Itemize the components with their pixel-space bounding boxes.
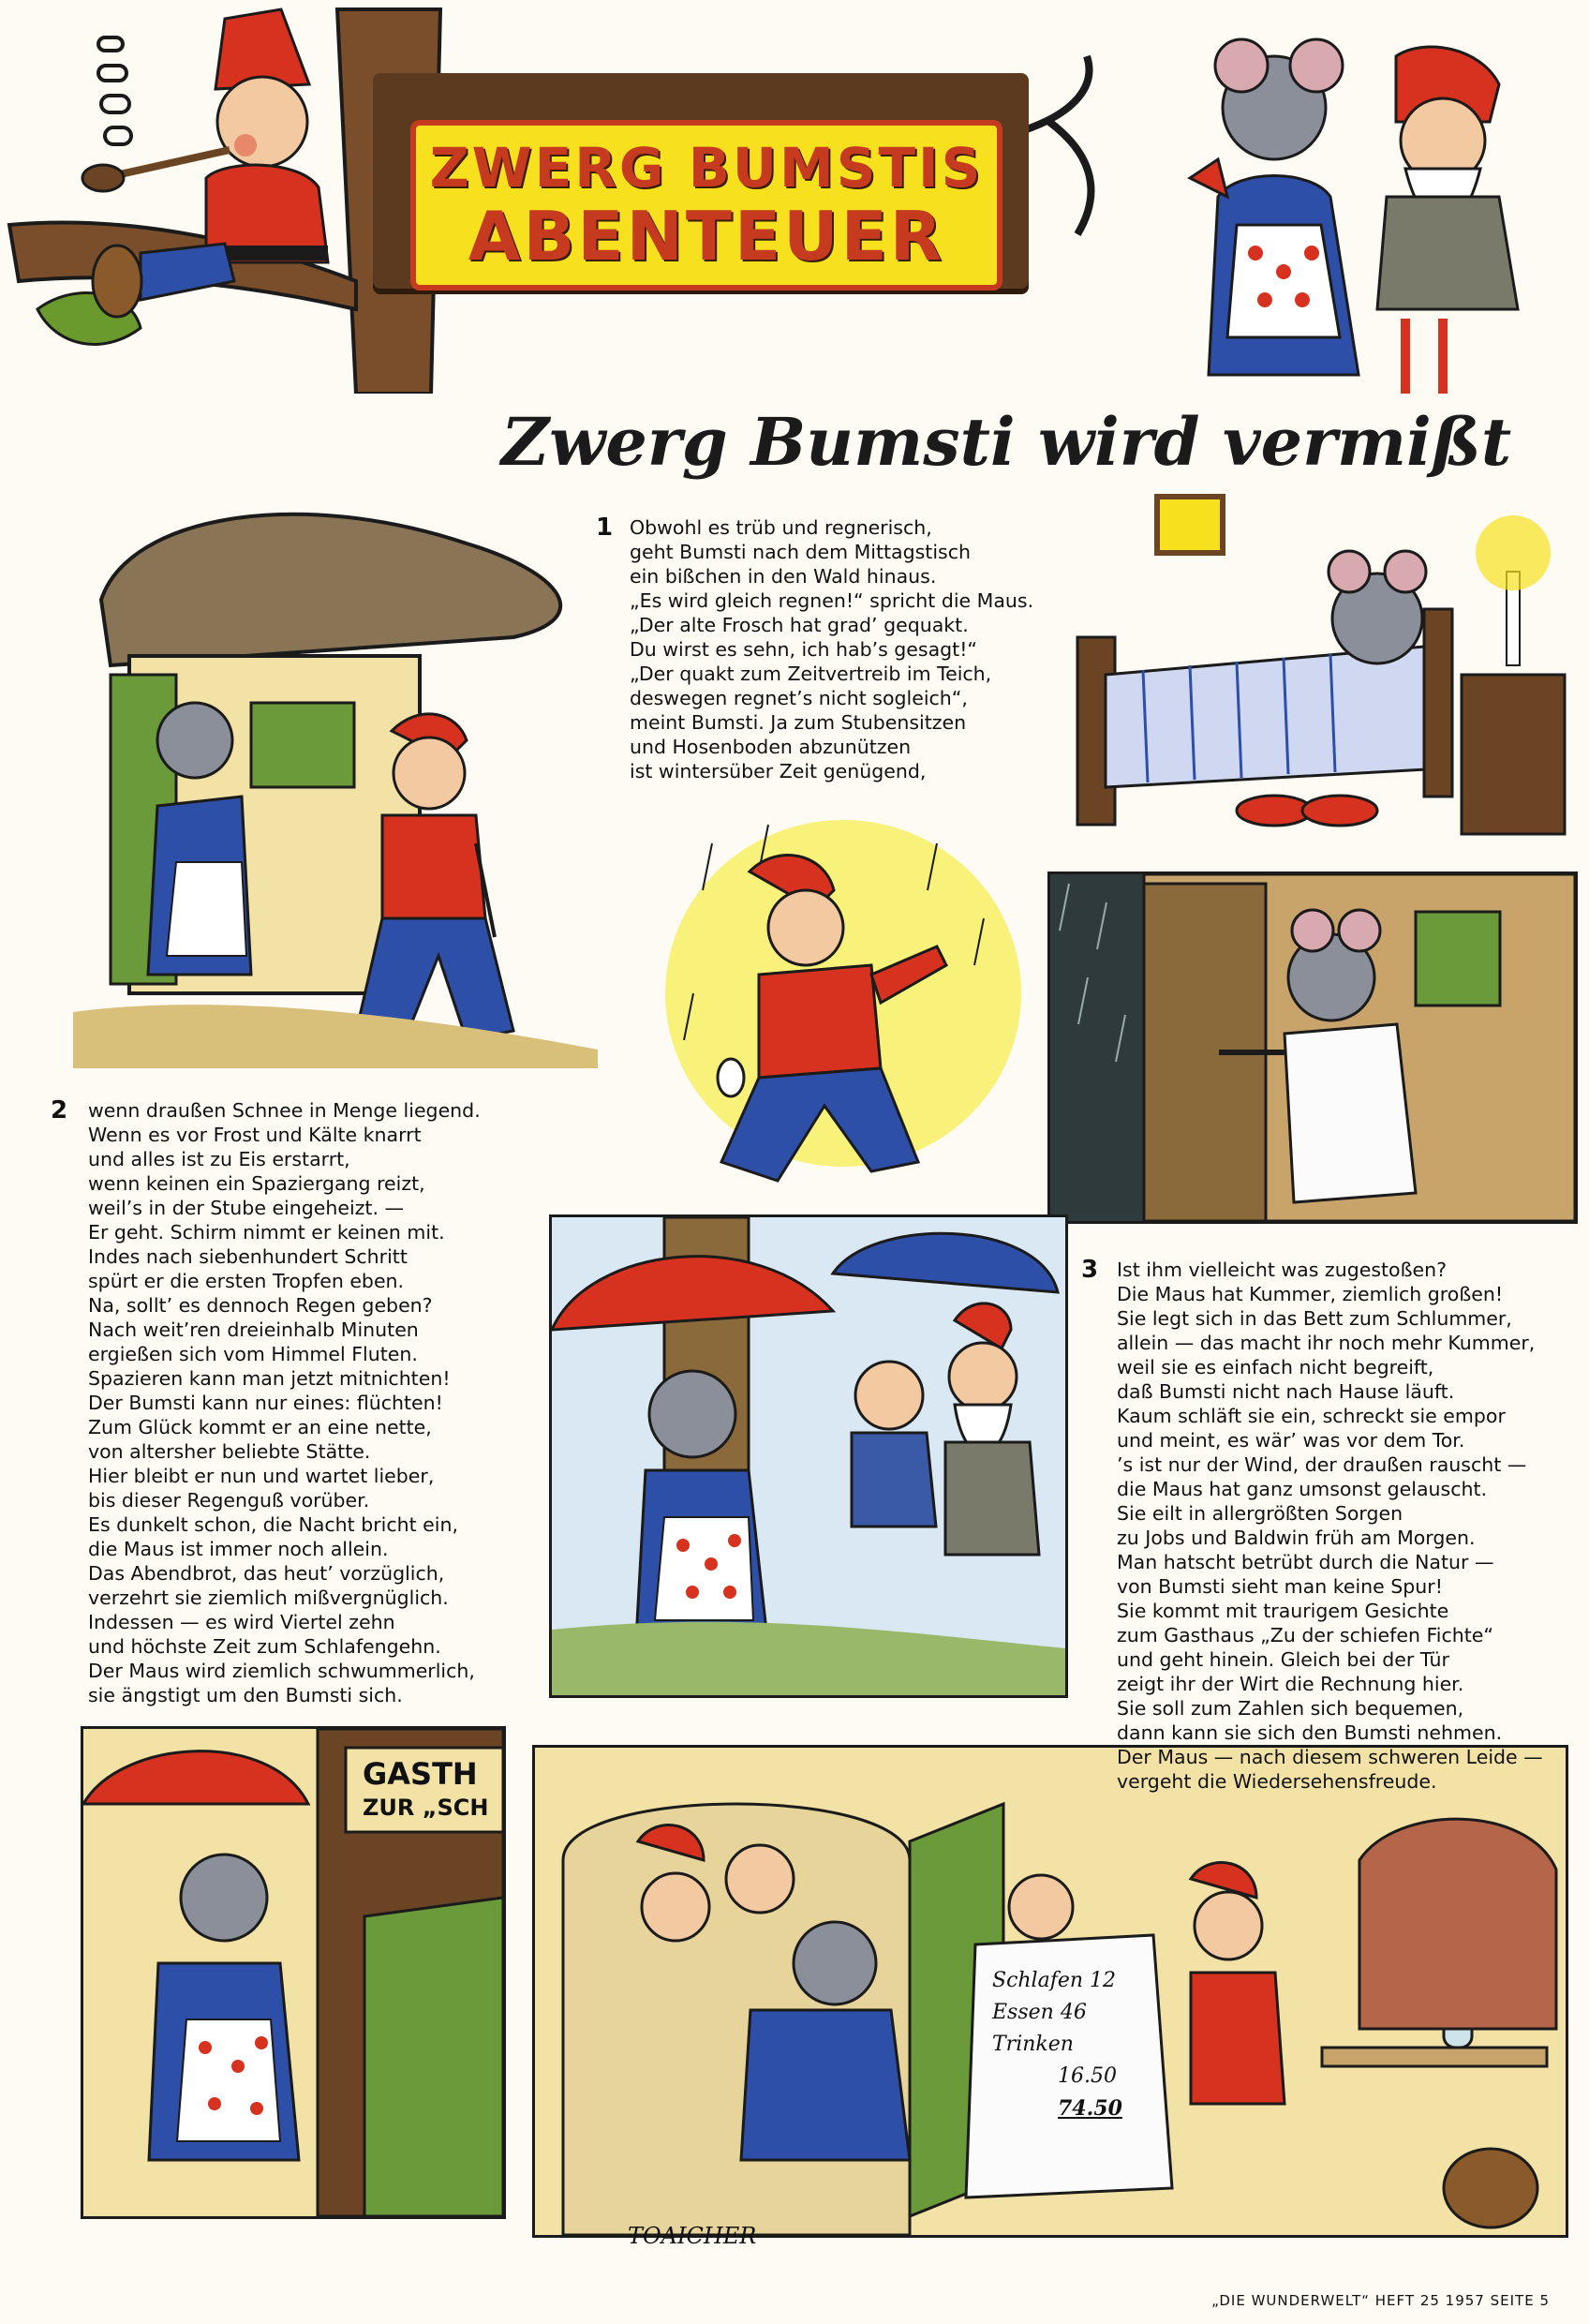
verse-line: Sie legt sich in das Bett zum Schlummer,: [1117, 1307, 1512, 1330]
verse-line: bis dieser Regenguß vorüber.: [88, 1489, 370, 1512]
header-sign: [410, 120, 1002, 290]
verse-line: Der Bumsti kann nur eines: flüchten!: [88, 1392, 443, 1414]
verse-line: Zum Glück kommt er an eine nette,: [88, 1416, 432, 1438]
verse-line: Die Maus hat Kummer, ziemlich großen!: [1117, 1283, 1504, 1305]
verse-line: ergießen sich vom Himmel Fluten.: [88, 1343, 418, 1365]
verse-line: zu Jobs und Baldwin früh am Morgen.: [1117, 1527, 1476, 1549]
episode-title: Zwerg Bumsti wird vermißt: [501, 403, 1512, 481]
verse-line: spürt er die ersten Tropfen eben.: [88, 1270, 405, 1292]
verse-line: meint Bumsti. Ja zum Stubensitzen: [630, 711, 967, 734]
panel-2-mouse-in-bed: [1068, 487, 1574, 862]
series-title-line1: ZWERG BUMSTIS: [429, 136, 984, 200]
verse-line: Nach weit’ren dreieinhalb Minuten: [88, 1318, 419, 1341]
verse-3-number: 3: [1081, 1256, 1099, 1284]
verse-line: und geht hinein. Gleich bei der Tür: [1117, 1648, 1449, 1671]
mouse-and-gnome-portrait: [1190, 39, 1518, 394]
verse-line: Spazieren kann man jetzt mitnichten!: [88, 1367, 451, 1390]
verse-line: „Es wird gleich regnen!“ spricht die Maus.: [630, 589, 1034, 612]
verse-line: von altersher beliebte Stätte.: [88, 1440, 371, 1463]
verse-line: daß Bumsti nicht nach Hause läuft.: [1117, 1380, 1455, 1403]
verse-line: „Der quakt zum Zeitvertreib im Teich,: [630, 663, 992, 685]
panel-6-gasthaus-outside: [81, 1726, 506, 2219]
verse-line: allein — das macht ihr noch mehr Kummer,: [1117, 1332, 1536, 1354]
verse-line: vergeht die Wiedersehensfreude.: [1117, 1770, 1437, 1793]
verse-1: [596, 514, 1070, 783]
verse-line: Sie soll zum Zahlen sich bequemen,: [1117, 1697, 1464, 1720]
verse-line: zeigt ihr der Wirt die Rechnung hier.: [1117, 1673, 1464, 1695]
verse-line: deswegen regnet’s nicht sogleich“,: [630, 687, 968, 709]
panel-2-art: [1068, 487, 1574, 862]
verse-line: weil’s in der Stube eingeheizt. —: [88, 1197, 404, 1219]
verse-line: Das Abendbrot, das heut’ vorzüglich,: [88, 1562, 445, 1585]
verse-line: und höchste Zeit zum Schlafengehn.: [88, 1635, 441, 1658]
series-title-line2: ABENTEUER: [468, 197, 945, 276]
verse-line: Der Maus wird ziemlich schwummerlich,: [88, 1660, 475, 1682]
verse-line: die Maus ist immer noch allein.: [88, 1538, 389, 1560]
page-footer: „DIE WUNDERWELT“ HEFT 25 1957 SEITE 5: [1211, 2292, 1550, 2309]
verse-3: [1081, 1256, 1576, 1794]
verse-line: Sie eilt in allergrößten Sorgen: [1117, 1502, 1403, 1525]
verse-line: Indessen — es wird Viertel zehn: [88, 1611, 395, 1633]
verse-line: ein bißchen in den Wald hinaus.: [630, 565, 937, 588]
verse-line: dann kann sie sich den Bumsti nehmen.: [1117, 1721, 1503, 1744]
verse-line: weil sie es einfach nicht begreift,: [1117, 1356, 1434, 1378]
verse-line: und meint, es wär’ was vor dem Tor.: [1117, 1429, 1465, 1452]
verse-line: und alles ist zu Eis erstarrt,: [88, 1148, 350, 1170]
verse-line: Du wirst es sehn, ich hab’s gesagt!“: [630, 638, 978, 661]
verse-2-number: 2: [51, 1096, 68, 1125]
verse-2: [51, 1096, 538, 1707]
verse-line: Sie kommt mit traurigem Gesichte: [1117, 1600, 1449, 1622]
panel-3-art: [656, 806, 1031, 1199]
bill-line-drinks-amount: 16.50: [1058, 2064, 1117, 2088]
verse-line: verzehrt sie ziemlich mißvergnüglich.: [88, 1587, 449, 1609]
gasthaus-sign-line2: ZUR „SCH: [363, 1795, 489, 1821]
verse-line: Hier bleibt er nun und wartet lieber,: [88, 1465, 435, 1487]
verse-line: die Maus hat ganz umsonst gelauscht.: [1117, 1478, 1488, 1500]
verse-line: „Der alte Frosch hat grad’ gequakt.: [630, 614, 969, 636]
panel-7-gasthaus-inside: [532, 1745, 1568, 2238]
verse-line: und Hosenboden abzunützen: [630, 736, 912, 758]
verse-line: ist wintersüber Zeit genügend,: [630, 760, 927, 782]
verse-line: Er geht. Schirm nimmt er keinen mit.: [88, 1221, 445, 1244]
verse-line: sie ängstigt um den Bumsti sich.: [88, 1684, 403, 1706]
verse-line: wenn keinen ein Spaziergang reizt,: [88, 1172, 425, 1195]
panel-3-bumsti-rain: [656, 806, 1031, 1199]
verse-line: zum Gasthaus „Zu der schiefen Fichte“: [1117, 1624, 1494, 1646]
panel-1-art: [73, 487, 598, 1068]
gasthaus-sign-text: [363, 1757, 488, 1825]
verse-line: Es dunkelt schon, die Nacht bricht ein,: [88, 1513, 458, 1536]
panel-1-house-door: [73, 487, 598, 1068]
bill-line-drinks: Trinken: [992, 2033, 1074, 2056]
verse-line: geht Bumsti nach dem Mittagstisch: [630, 541, 971, 563]
verse-1-number: 1: [596, 514, 614, 542]
verse-line: wenn draußen Schnee in Menge liegend.: [88, 1099, 481, 1122]
panel-4-mouse-door-night: [1047, 872, 1578, 1224]
panel-4-art: [1050, 874, 1575, 1221]
verse-line: Ist ihm vielleicht was zugestoßen?: [1117, 1259, 1447, 1281]
verse-line: Der Maus — nach diesem schweren Leide —: [1117, 1746, 1543, 1768]
panel-5-walking-umbrellas: [549, 1214, 1068, 1698]
artist-signature: TOAICHER: [628, 2223, 757, 2249]
gasthaus-sign-line1: GASTH: [363, 1756, 478, 1792]
verse-line: Indes nach siebenhundert Schritt: [88, 1245, 408, 1268]
verse-line: Kaum schläft sie ein, schreckt sie empor: [1117, 1405, 1506, 1427]
verse-line: Na, sollt’ es dennoch Regen geben?: [88, 1294, 433, 1317]
bill-note: [992, 1965, 1151, 2124]
verse-line: Wenn es vor Frost und Kälte knarrt: [88, 1124, 422, 1146]
panel-5-art: [552, 1217, 1065, 1695]
verse-line: von Bumsti sieht man keine Spur!: [1117, 1575, 1443, 1598]
bill-line-total: 74.50: [1058, 2096, 1122, 2121]
verse-line: ’s ist nur der Wind, der draußen rauscht —: [1117, 1453, 1527, 1476]
bill-line-food: Essen 46: [992, 2001, 1087, 2024]
verse-line: Obwohl es trüb und regnerisch,: [630, 516, 932, 539]
verse-line: Man hatscht betrübt durch die Natur —: [1117, 1551, 1494, 1573]
bill-line-sleep: Schlafen 12: [992, 1969, 1117, 1992]
